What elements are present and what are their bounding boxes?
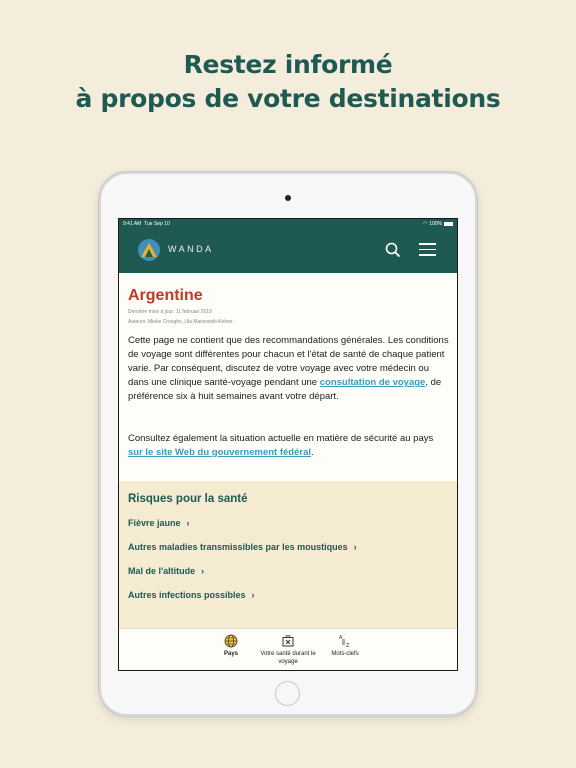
- headline-line-1: Restez informé: [183, 50, 393, 79]
- tab-label: Pays: [223, 651, 238, 657]
- search-icon[interactable]: [385, 242, 401, 258]
- tablet-frame: [99, 172, 477, 716]
- chevron-right-icon: ›: [353, 542, 357, 552]
- home-button[interactable]: [275, 681, 300, 706]
- risk-item-altitude-sickness[interactable]: Mal de l'altitude ›: [128, 566, 205, 576]
- promo-headline: [0, 48, 576, 116]
- camera-dot: [285, 195, 291, 201]
- country-title: Argentine: [128, 287, 203, 304]
- tab-keywords[interactable]: [315, 634, 375, 658]
- battery-icon: [444, 222, 453, 226]
- last-updated: Dernière mise à jour: 11 februari 2019: [128, 309, 212, 315]
- risk-item-mosquito-diseases[interactable]: Autres maladies transmissibles par les moustiques ›: [128, 542, 357, 552]
- app-screen: [118, 218, 458, 671]
- authors: Auteurs: Mieke Croughs, Ula Maniewski-Kelner: [128, 319, 233, 325]
- bottom-tab-bar: [119, 628, 457, 671]
- svg-text:Z: Z: [346, 643, 350, 648]
- government-site-link[interactable]: sur le site Web du gouvernement fédéral: [128, 447, 312, 458]
- security-paragraph: Consultez également la situation actuelle en matière de sécurité au pays sur le site Web du gouvernement fédéral.: [128, 433, 434, 458]
- tab-health-during-travel[interactable]: [258, 634, 318, 666]
- tab-label: Votre santé durant le voyage: [260, 651, 316, 665]
- main-content: [119, 273, 457, 628]
- health-risks-title: Risques pour la santé: [128, 493, 248, 505]
- status-bar: [119, 219, 457, 229]
- wanda-logo-icon[interactable]: [137, 237, 161, 263]
- medical-kit-icon: [281, 634, 295, 648]
- chevron-right-icon: ›: [201, 566, 205, 576]
- chevron-right-icon: ›: [251, 590, 255, 600]
- wifi-icon: ◠: [422, 221, 428, 227]
- brand-name: WANDA: [168, 244, 214, 254]
- consultation-link[interactable]: consultation de voyage: [319, 377, 426, 388]
- risk-item-other-infections[interactable]: Autres infections possibles ›: [128, 590, 255, 600]
- chevron-right-icon: ›: [186, 518, 190, 528]
- tab-label: Mots-clefs: [331, 651, 359, 657]
- tab-countries[interactable]: [201, 634, 261, 658]
- battery-percent: 100%: [429, 221, 442, 227]
- status-date: Tue Sep 10: [144, 221, 170, 227]
- app-header: [119, 229, 457, 273]
- risk-item-yellow-fever[interactable]: Fièvre jaune ›: [128, 518, 190, 528]
- sort-az-icon: [338, 634, 352, 648]
- hamburger-menu-icon[interactable]: [419, 243, 436, 257]
- status-time: 9:41 AM: [123, 221, 142, 227]
- headline-line-2: à propos de votre destinations: [75, 84, 501, 113]
- health-risks-panel: [119, 481, 457, 629]
- svg-text:A: A: [339, 635, 343, 641]
- intro-paragraph: Cette page ne contient que des recommandations générales. Les conditions de voyage sont différentes pour chacun et l'état de santé de chaque patient varie. Par conséquent, discutez de votre voyage avec votre médecin ou dans une clinique santé-voyage pendant une consultation de voyage, de préférence six à huit semaines avant votre départ.: [128, 335, 449, 402]
- globe-icon: [224, 634, 238, 648]
